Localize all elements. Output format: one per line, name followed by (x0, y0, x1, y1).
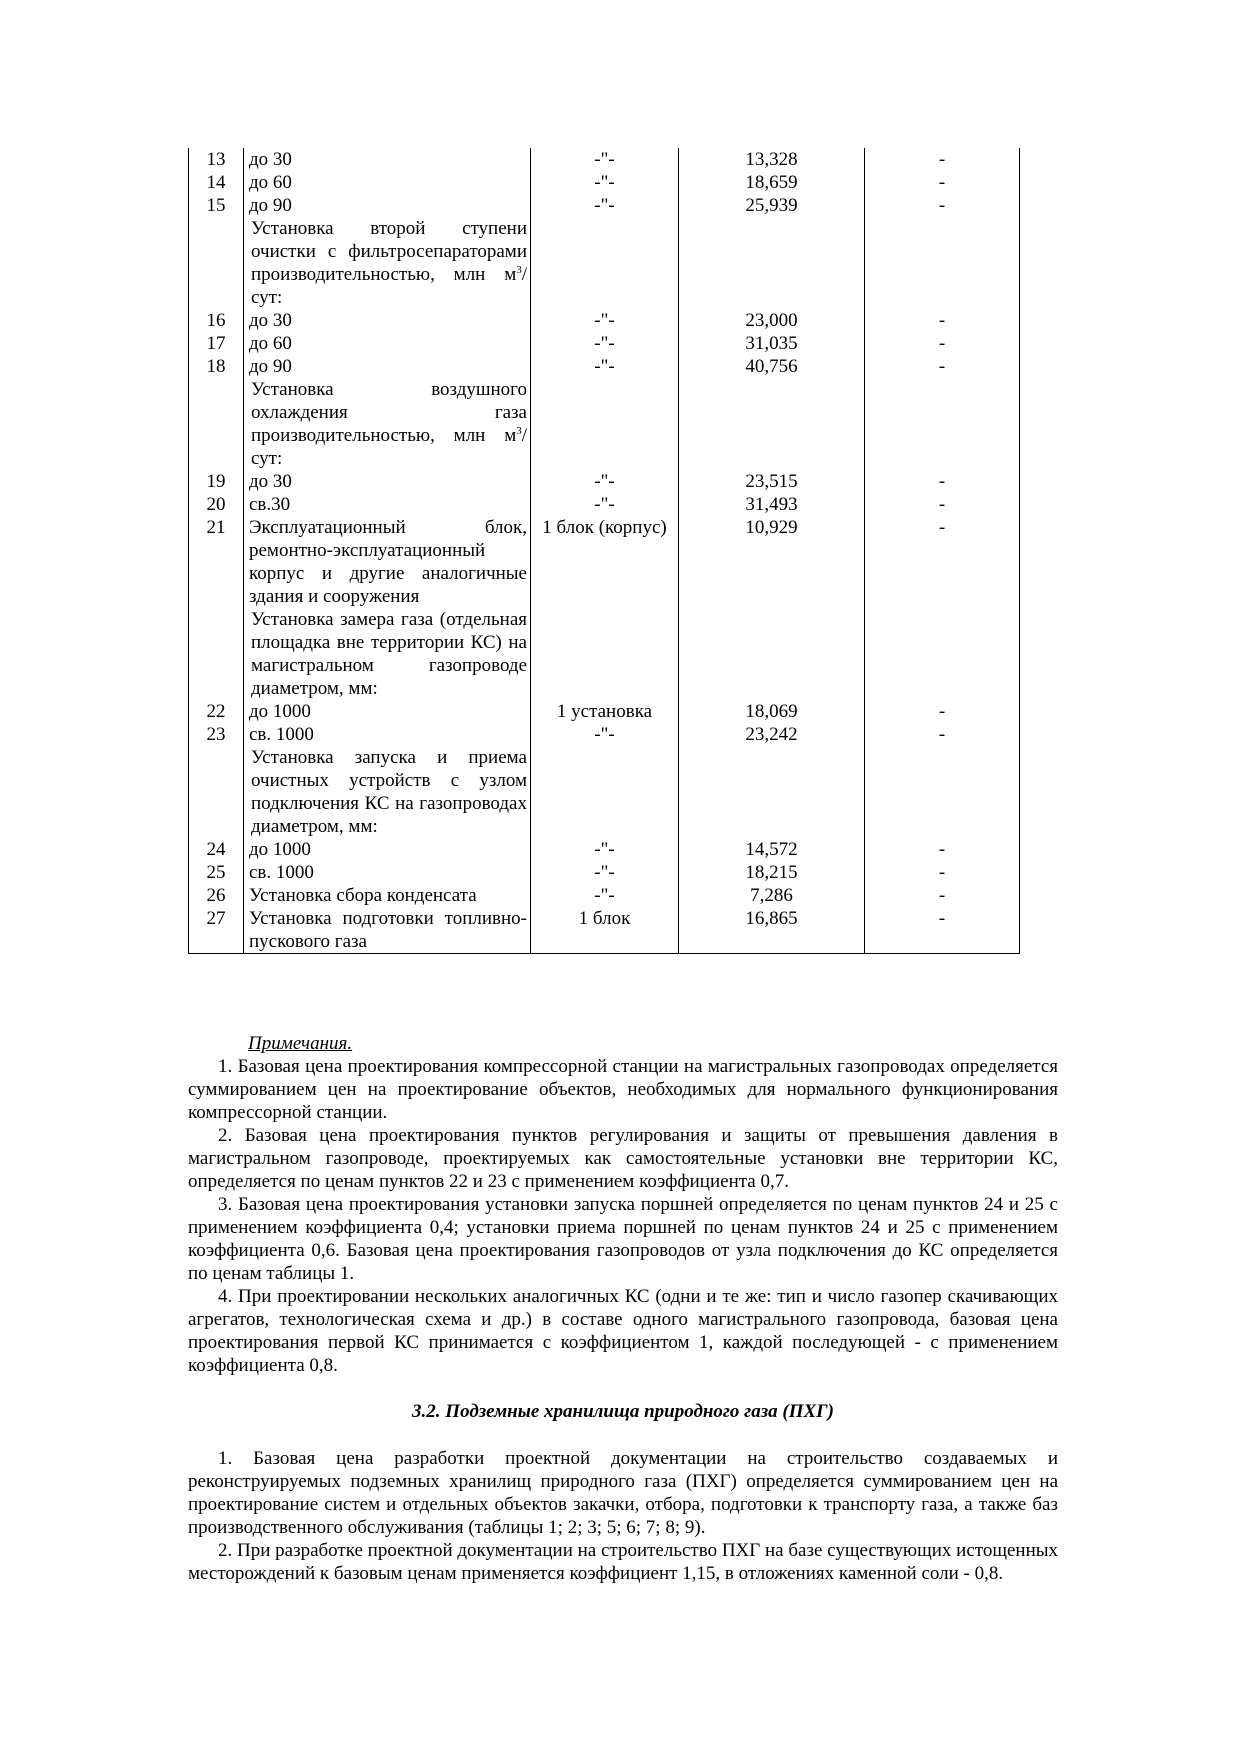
notes-title: Примечания. (248, 1033, 353, 1054)
section-paragraph: 1. Базовая цена разработки проектной документации на строительство создаваемых и реконструируемых подземных хранилищ природного газа (ПХГ) определяется суммированием цен на проектирование систем и отдельных объектов закачки, отбора, подготовки к транспорту газа, а также баз производственного обслуживания (таблицы 1; 2; 3; 5; 6; 7; 8; 9). (188, 1448, 1058, 1538)
row-unit: -"- (531, 355, 679, 378)
row-unit: -"- (531, 309, 679, 332)
row-number: 16 (189, 309, 244, 332)
unit-superscript: 3 (516, 264, 522, 276)
row-number: 25 (189, 861, 244, 884)
row-price-extra (865, 746, 1020, 838)
row-name: до 30 (244, 148, 531, 171)
row-price: 18,215 (679, 861, 865, 884)
row-name (244, 217, 531, 309)
row-price-extra: - (865, 723, 1020, 746)
row-number: 19 (189, 470, 244, 493)
row-price: 25,939 (679, 194, 865, 217)
row-number: 21 (189, 516, 244, 608)
price-table-grid (188, 148, 1020, 954)
row-unit (531, 608, 679, 700)
table-row (189, 148, 1020, 171)
row-name: до 1000 (244, 838, 531, 861)
row-unit: -"- (531, 194, 679, 217)
table-row (189, 608, 1020, 700)
row-price: 18,659 (679, 171, 865, 194)
note-item: 1. Базовая цена проектирования компрессорной станции на магистральных газопроводах определяется суммированием цен на проектирование объектов, необходимых для нормального функционирования компрессорной станции. (188, 1056, 1058, 1123)
table-row (189, 516, 1020, 608)
table-row (189, 723, 1020, 746)
row-name: Установка запуска и приема очистных устройств с узлом подключения КС на газопроводах диаметром, мм: (244, 746, 531, 838)
table-row (189, 378, 1020, 470)
row-name: до 60 (244, 171, 531, 194)
note-item: 3. Базовая цена проектирования установки запуска поршней определяется по ценам пунктов 24 и 25 с применением коэффициента 0,4; установки приема поршней по ценам пунктов 24 и 25 с применением коэффициента 0,6. Базовая цена проектирования газопроводов от узла подключения до КС определяется по ценам таблицы 1. (188, 1194, 1058, 1284)
row-number: 18 (189, 355, 244, 378)
row-price-extra: - (865, 493, 1020, 516)
row-unit: -"- (531, 470, 679, 493)
notes-block (188, 1032, 1058, 1377)
row-number: 23 (189, 723, 244, 746)
row-number: 24 (189, 838, 244, 861)
row-number: 27 (189, 907, 244, 954)
price-table-body (189, 148, 1020, 954)
section-paragraph: 2. При разработке проектной документации на строительство ПХГ на базе существующих истощенных месторождений к базовым ценам применяется коэффициент 1,15, в отложениях каменной соли - 0,8. (188, 1540, 1058, 1584)
row-name: св. 1000 (244, 723, 531, 746)
row-name: до 60 (244, 332, 531, 355)
row-number: 20 (189, 493, 244, 516)
table-row (189, 171, 1020, 194)
row-price-extra: - (865, 700, 1020, 723)
row-price-extra: - (865, 194, 1020, 217)
row-price-extra: - (865, 516, 1020, 608)
row-price-extra: - (865, 884, 1020, 907)
row-unit: -"- (531, 884, 679, 907)
row-unit: 1 установка (531, 700, 679, 723)
row-price-extra: - (865, 470, 1020, 493)
row-name: Эксплуатационный блок, ремонтно-эксплуатационный корпус и другие аналогичные здания и сооружения (244, 516, 531, 608)
row-unit: -"- (531, 332, 679, 355)
row-price: 23,000 (679, 309, 865, 332)
row-unit: -"- (531, 838, 679, 861)
unit-text: м (504, 264, 517, 285)
row-unit (531, 378, 679, 470)
row-price-extra: - (865, 309, 1020, 332)
row-unit: -"- (531, 171, 679, 194)
row-price (679, 608, 865, 700)
row-unit: -"- (531, 148, 679, 171)
section-heading: 3.2. Подземные хранилища природного газа (ПХГ) (412, 1401, 834, 1422)
price-table (188, 148, 1019, 954)
row-unit: 1 блок (корпус) (531, 516, 679, 608)
row-price: 10,929 (679, 516, 865, 608)
table-row (189, 838, 1020, 861)
unit-text: /сут: (251, 425, 528, 469)
row-number: 14 (189, 171, 244, 194)
table-row (189, 746, 1020, 838)
table-row (189, 194, 1020, 217)
row-name: до 30 (244, 309, 531, 332)
row-name: до 1000 (244, 700, 531, 723)
row-name-text: Установка второй ступени очистки с фильтросепараторами производительностью, млн (251, 218, 527, 285)
table-row (189, 355, 1020, 378)
table-row (189, 309, 1020, 332)
row-price-extra (865, 378, 1020, 470)
row-unit: -"- (531, 723, 679, 746)
table-row (189, 332, 1020, 355)
row-number: 26 (189, 884, 244, 907)
row-number (189, 378, 244, 470)
row-number: 13 (189, 148, 244, 171)
note-item: 2. Базовая цена проектирования пунктов регулирования и защиты от превышения давления в магистральном газопроводе, проектируемых как самостоятельные установки вне территории КС, определяется по ценам пунктов 22 и 23 с применением коэффициента 0,7. (188, 1125, 1058, 1192)
row-price (679, 217, 865, 309)
table-row (189, 493, 1020, 516)
row-number (189, 746, 244, 838)
row-name: св. 1000 (244, 861, 531, 884)
row-unit: 1 блок (531, 907, 679, 954)
row-price-extra (865, 608, 1020, 700)
table-row (189, 700, 1020, 723)
row-price-extra: - (865, 907, 1020, 954)
row-unit (531, 746, 679, 838)
row-price: 31,035 (679, 332, 865, 355)
table-row (189, 907, 1020, 954)
row-price-extra: - (865, 861, 1020, 884)
row-price (679, 378, 865, 470)
row-price (679, 746, 865, 838)
row-price: 23,515 (679, 470, 865, 493)
table-row (189, 470, 1020, 493)
row-price: 13,328 (679, 148, 865, 171)
row-name: до 30 (244, 470, 531, 493)
unit-superscript: 3 (516, 425, 522, 437)
table-row (189, 217, 1020, 309)
row-number: 17 (189, 332, 244, 355)
row-name: Установка подготовки топливно-пускового газа (244, 907, 531, 954)
row-price-extra: - (865, 332, 1020, 355)
unit-text: /сут: (251, 264, 528, 308)
row-price-extra (865, 217, 1020, 309)
row-price: 14,572 (679, 838, 865, 861)
row-price: 23,242 (679, 723, 865, 746)
unit-text: м (504, 425, 517, 446)
row-price: 31,493 (679, 493, 865, 516)
row-name: св.30 (244, 493, 531, 516)
note-item: 4. При проектировании нескольких аналогичных КС (одни и те же: тип и число газопер скачивающих агрегатов, технологическая схема и др.) в составе одного магистрального газопровода, базовая цена проектирования первой КС принимается с коэффициентом 1, каждой последующей - с применением коэффициента 0,8. (188, 1286, 1058, 1376)
row-name: до 90 (244, 194, 531, 217)
row-name: до 90 (244, 355, 531, 378)
row-unit: -"- (531, 861, 679, 884)
row-unit: -"- (531, 493, 679, 516)
row-price: 40,756 (679, 355, 865, 378)
row-name-text: Установка воздушного охлаждения газа производительностью, млн (251, 379, 527, 446)
row-number (189, 608, 244, 700)
row-number: 22 (189, 700, 244, 723)
row-price-extra: - (865, 838, 1020, 861)
row-name (244, 378, 531, 470)
row-price: 16,865 (679, 907, 865, 954)
row-price-extra: - (865, 355, 1020, 378)
row-price: 18,069 (679, 700, 865, 723)
row-name: Установка замера газа (отдельная площадка вне территории КС) на магистральном газопроводе диаметром, мм: (244, 608, 531, 700)
row-price-extra: - (865, 171, 1020, 194)
section-body (188, 1447, 1058, 1585)
row-unit (531, 217, 679, 309)
row-name: Установка сбора конденсата (244, 884, 531, 907)
row-number (189, 217, 244, 309)
row-number: 15 (189, 194, 244, 217)
row-price: 7,286 (679, 884, 865, 907)
table-row (189, 884, 1020, 907)
row-price-extra: - (865, 148, 1020, 171)
table-row (189, 861, 1020, 884)
